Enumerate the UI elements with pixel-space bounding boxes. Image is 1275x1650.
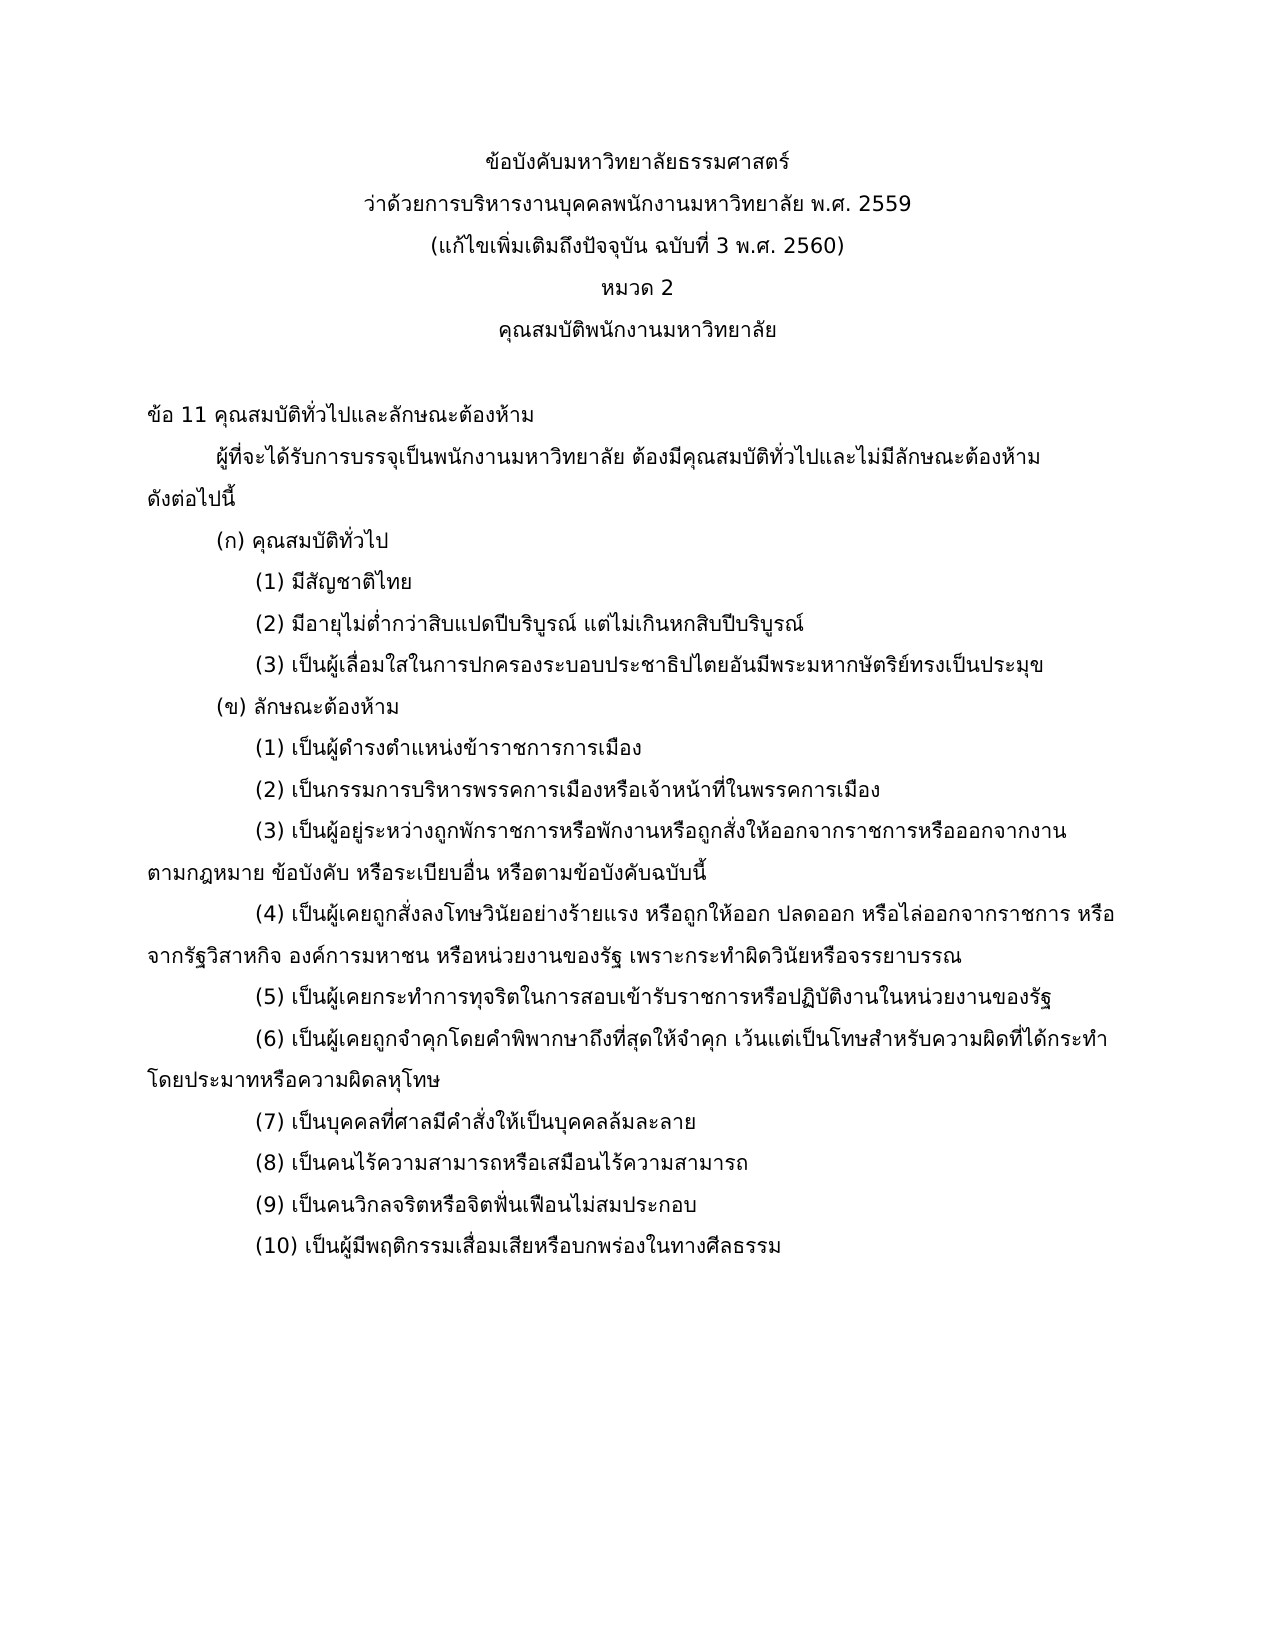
- intro-line: ผู้ที่จะได้รับการบรรจุเป็นพนักงานมหาวิทยาลัย ต้องมีคุณสมบัติทั่วไปและไม่มีลักษณะต้องห้าม: [216, 445, 1041, 469]
- list-item-continuation: โดยประมาทหรือความผิดลหุโทษ: [147, 1068, 441, 1092]
- intro-line: ดังต่อไปนี้: [147, 487, 236, 511]
- part-a-heading: (ก) คุณสมบัติทั่วไป: [216, 529, 389, 553]
- list-item: (2) เป็นกรรมการบริหารพรรคการเมืองหรือเจ้าหน้าที่ในพรรคการเมือง: [255, 778, 881, 802]
- list-item: (5) เป็นผู้เคยกระทำการทุจริตในการสอบเข้ารับราชการหรือปฏิบัติงานในหน่วยงานของรัฐ: [255, 985, 1053, 1009]
- title-line: (แก้ไขเพิ่มเติมถึงปัจจุบัน ฉบับที่ 3 พ.ศ. 2560): [430, 234, 845, 258]
- chapter-title: คุณสมบัติพนักงานมหาวิทยาลัย: [498, 318, 777, 342]
- list-item: (8) เป็นคนไร้ความสามารถหรือเสมือนไร้ความสามารถ: [255, 1151, 749, 1175]
- list-item: (2) มีอายุไม่ต่ำกว่าสิบแปดปีบริบูรณ์ แต่ไม่เกินหกสิบปีบริบูรณ์: [255, 612, 805, 636]
- list-item: (3) เป็นผู้เลื่อมใสในการปกครองระบอบประชาธิปไตยอันมีพระมหากษัตริย์ทรงเป็นประมุข: [255, 653, 1045, 677]
- list-item: (1) เป็นผู้ดำรงตำแหน่งข้าราชการการเมือง: [255, 736, 642, 760]
- list-item: (7) เป็นบุคคลที่ศาลมีคำสั่งให้เป็นบุคคลล้มละลาย: [255, 1110, 697, 1134]
- list-item: (4) เป็นผู้เคยถูกสั่งลงโทษวินัยอย่างร้ายแรง หรือถูกให้ออก ปลดออก หรือไล่ออกจากราชการ หรือ: [255, 902, 1116, 926]
- list-item-continuation: ตามกฎหมาย ข้อบังคับ หรือระเบียบอื่น หรือตามข้อบังคับฉบับนี้: [147, 861, 707, 885]
- title-line: ข้อบังคับมหาวิทยาลัยธรรมศาสตร์: [485, 150, 790, 174]
- list-item: (9) เป็นคนวิกลจริตหรือจิตฟั่นเฟือนไม่สมประกอบ: [255, 1193, 697, 1217]
- part-b-heading: (ข) ลักษณะต้องห้าม: [216, 695, 400, 719]
- list-item: (1) มีสัญชาติไทย: [255, 570, 413, 594]
- list-item: (6) เป็นผู้เคยถูกจำคุกโดยคำพิพากษาถึงที่สุดให้จำคุก เว้นแต่เป็นโทษสำหรับความผิดที่ได้กระทำ: [255, 1027, 1108, 1051]
- title-line: ว่าด้วยการบริหารงานบุคคลพนักงานมหาวิทยาลัย พ.ศ. 2559: [363, 192, 912, 216]
- list-item: (10) เป็นผู้มีพฤติกรรมเสื่อมเสียหรือบกพร่องในทางศีลธรรม: [255, 1234, 782, 1258]
- chapter-heading: หมวด 2: [600, 276, 675, 300]
- section-heading: ข้อ 11 คุณสมบัติทั่วไปและลักษณะต้องห้าม: [147, 403, 535, 427]
- list-item: (3) เป็นผู้อยู่ระหว่างถูกพักราชการหรือพักงานหรือถูกสั่งให้ออกจากราชการหรือออกจากงาน: [255, 819, 1067, 843]
- list-item-continuation: จากรัฐวิสาหกิจ องค์การมหาชน หรือหน่วยงานของรัฐ เพราะกระทำผิดวินัยหรือจรรยาบรรณ: [147, 944, 963, 968]
